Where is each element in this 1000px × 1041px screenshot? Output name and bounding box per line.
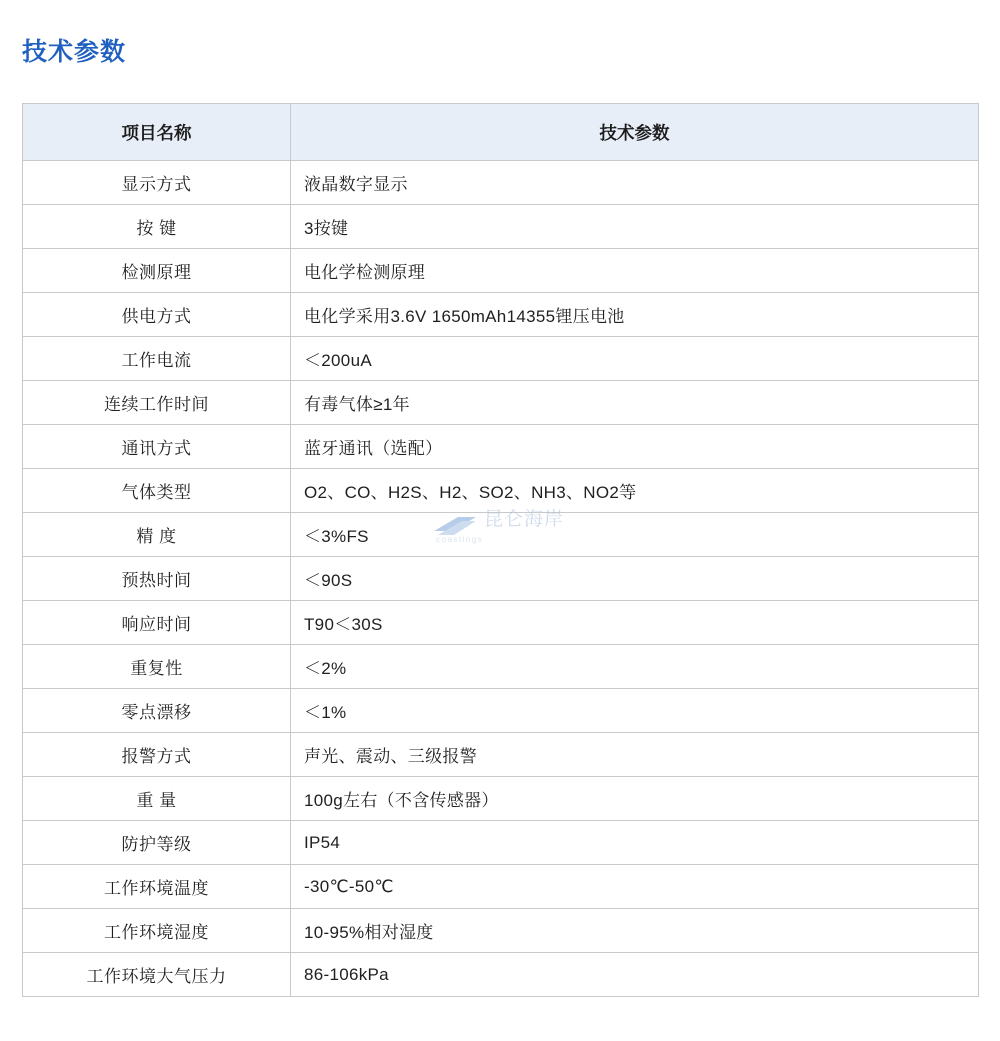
param-value: -30℃-50℃: [291, 865, 979, 909]
param-value: 声光、震动、三级报警: [291, 733, 979, 777]
table-row: [23, 909, 979, 953]
table-row: [23, 425, 979, 469]
param-value: IP54: [291, 821, 979, 865]
param-value: 电化学采用3.6V 1650mAh14355锂压电池: [291, 293, 979, 337]
param-value: ＜2%: [291, 645, 979, 689]
param-name: 按 键: [23, 205, 291, 249]
param-value: 3按键: [291, 205, 979, 249]
param-value: ＜90S: [291, 557, 979, 601]
param-name: 工作电流: [23, 337, 291, 381]
param-value: 电化学检测原理: [291, 249, 979, 293]
param-value: T90＜30S: [291, 601, 979, 645]
column-header-value: 技术参数: [291, 104, 979, 161]
param-name: 检测原理: [23, 249, 291, 293]
param-name: 气体类型: [23, 469, 291, 513]
table-row: [23, 645, 979, 689]
table-row: [23, 469, 979, 513]
param-value: 有毒气体≥1年: [291, 381, 979, 425]
param-value: 蓝牙通讯（选配）: [291, 425, 979, 469]
table-row: [23, 865, 979, 909]
param-name: 工作环境大气压力: [23, 953, 291, 997]
param-name: 工作环境温度: [23, 865, 291, 909]
param-name: 预热时间: [23, 557, 291, 601]
param-value: ＜200uA: [291, 337, 979, 381]
table-row: [23, 249, 979, 293]
param-name: 报警方式: [23, 733, 291, 777]
param-name: 工作环境湿度: [23, 909, 291, 953]
table-row: [23, 337, 979, 381]
param-name: 重复性: [23, 645, 291, 689]
table-row: [23, 821, 979, 865]
table-row: [23, 689, 979, 733]
param-name: 显示方式: [23, 161, 291, 205]
param-name: 连续工作时间: [23, 381, 291, 425]
param-value: ＜3%FS: [291, 513, 979, 557]
param-value: 10-95%相对湿度: [291, 909, 979, 953]
spec-table-container: [22, 103, 978, 997]
column-header-name: 项目名称: [23, 104, 291, 161]
table-row: [23, 777, 979, 821]
table-row: [23, 601, 979, 645]
param-name: 重 量: [23, 777, 291, 821]
param-value: 液晶数字显示: [291, 161, 979, 205]
page-title: 技术参数: [22, 38, 127, 66]
table-row: [23, 293, 979, 337]
table-row: [23, 557, 979, 601]
table-header-row: [23, 104, 979, 161]
param-value: 86-106kPa: [291, 953, 979, 997]
param-value: 100g左右（不含传感器）: [291, 777, 979, 821]
technical-parameters-table: [22, 103, 979, 997]
param-name: 精 度: [23, 513, 291, 557]
table-row: [23, 205, 979, 249]
table-row: [23, 381, 979, 425]
table-row: [23, 513, 979, 557]
param-name: 响应时间: [23, 601, 291, 645]
param-name: 防护等级: [23, 821, 291, 865]
watermark-text: 昆仑海岸: [484, 509, 565, 530]
param-value: O2、CO、H2S、H2、SO2、NH3、NO2等: [291, 469, 979, 513]
table-row: [23, 733, 979, 777]
table-row: [23, 953, 979, 997]
table-row: [23, 161, 979, 205]
param-name: 零点漂移: [23, 689, 291, 733]
param-name: 通讯方式: [23, 425, 291, 469]
watermark-subtext: coastings: [436, 535, 484, 544]
param-value: ＜1%: [291, 689, 979, 733]
param-name: 供电方式: [23, 293, 291, 337]
